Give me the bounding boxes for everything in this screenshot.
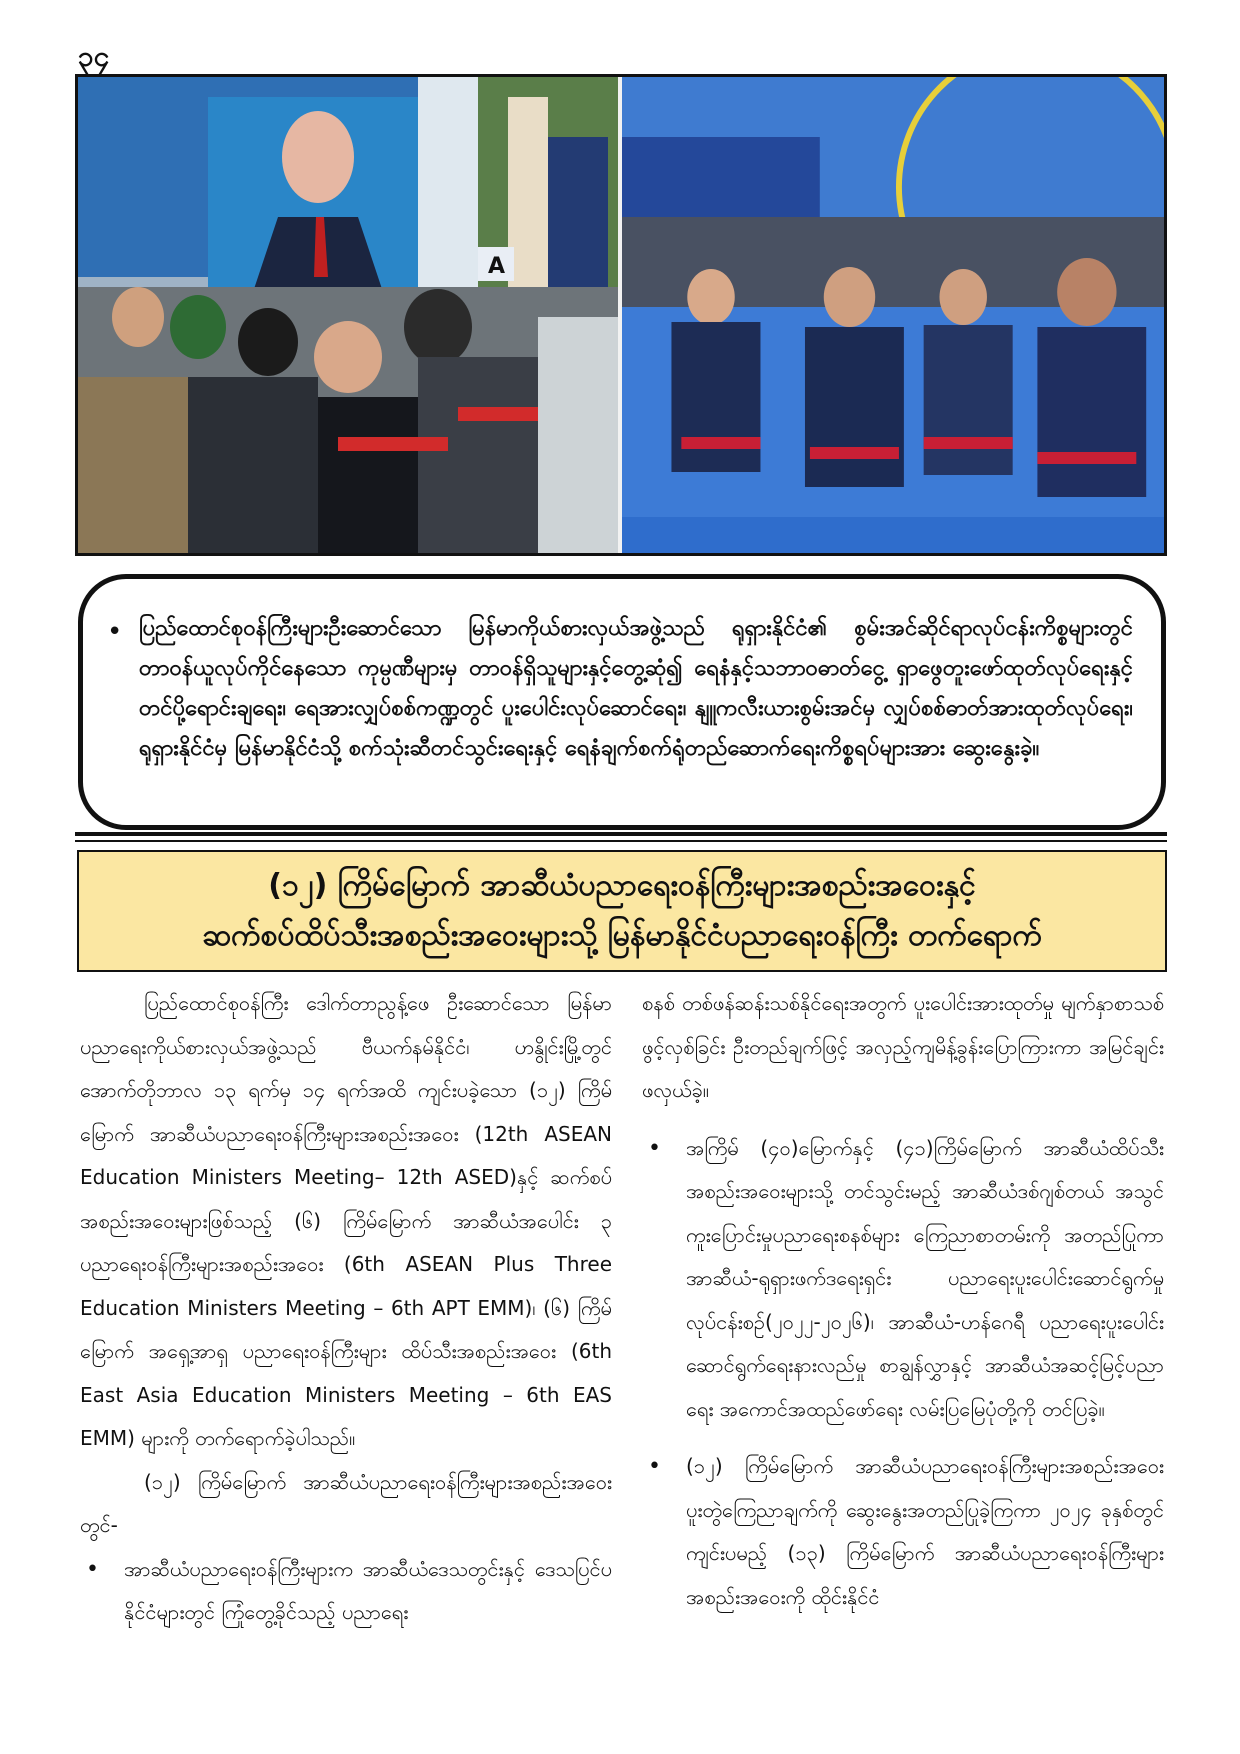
speech-screen-audience-photo <box>78 77 618 553</box>
headline-line-2: ဆက်စပ်ထိပ်သီးအစည်းအဝေးများသို့ မြန်မာနိုင်ငံပညာရေးဝန်ကြီး တက်ရောက် <box>202 918 1042 953</box>
bullet-text: အာဆီယံပညာရေးဝန်ကြီးများက အာဆီယံဒေသတွင်းနှင့် ဒေသပြင်ပနိုင်ငံများတွင် ကြုံတွေ့ခိုင်သည့် ပညာရေး <box>124 1556 612 1624</box>
body-paragraph: ပြည်ထောင်စုဝန်ကြီး ဒေါက်တာညွန့်ဖေ ဦးဆောင်သော မြန်မာပညာရေးကိုယ်စားလှယ်အဖွဲ့သည် ဗီယက်နမ်နိုင်ငံ၊ ဟနွိုင်းမြို့တွင် အောက်တိုဘာလ ၁၃ ရက်မှ ၁၄ ရက်အထိ ကျင်းပခဲ့သော (၁၂) ကြိမ်မြောက် အာဆီယံပညာရေးဝန်ကြီးများအစည်းအဝေး (12th ASEAN Education Ministers Meeting– 12th ASED)နှင့် ဆက်စပ်အစည်းအဝေးများဖြစ်သည့် (၆) ကြိမ်မြောက် အာဆီယံအပေါင်း ၃ ပညာရေးဝန်ကြီးများအစည်းအဝေး (6th ASEAN Plus Three Education Ministers Meeting – 6th APT EMM)၊ (၆) ကြိမ်မြောက် အရှေ့အာရှ ပညာရေးဝန်ကြီးများ ထိပ်သီးအစည်းအဝေး (6th East Asia Education Ministers Meeting – 6th EAS EMM) များကို တက်ရောက်ခဲ့ပါသည်။ <box>80 991 612 1450</box>
caption-bullet: • <box>107 617 123 647</box>
bullet-text: အကြိမ် (၄၀)မြောက်နှင့် (၄၁)ကြိမ်မြောက် အာဆီယံထိပ်သီးအစည်းအဝေးများသို့ တင်သွင်းမည့် အာဆီယံဒစ်ဂျစ်တယ် အသွင်ကူးပြောင်းမှုပညာရေးစနစ်များ ကြေညာစာတမ်းကို အတည်ပြုကာ အာဆီယံ-ရုရှားဖက်ဒရေးရှင်း ပညာရေးပူးပေါင်းဆောင်ရွက်မှုလုပ်ငန်းစဉ်(၂၀၂၂-၂၀၂၆)၊ အာဆီယံ-ဟန်ဂေရီ ပညာရေးပူးပေါင်းဆောင်ရွက်ရေးနားလည်မှု စာချွန်လွှာနှင့် အာဆီယံအဆင့်မြင့်ပညာရေး အကောင်အထည်ဖော်ရေး လမ်းပြမြေပုံတို့ကို တင်ပြခဲ့။ <box>686 1135 1164 1421</box>
bullet-dot: • <box>86 1556 99 1582</box>
body-bullet-item <box>642 1127 1164 1432</box>
divider-rule-bottom <box>75 840 1167 842</box>
headline-box <box>77 850 1167 972</box>
page-number: ၃၄ <box>78 40 110 73</box>
delegation-seated-photo <box>622 77 1164 553</box>
conference-photo-right <box>622 77 1164 553</box>
body-paragraph: (၁၂) ကြိမ်မြောက် အာဆီယံပညာရေးဝန်ကြီးများအစည်းအဝေးတွင်- <box>80 1469 612 1537</box>
body-paragraph: စနစ် တစ်ဖန်ဆန်းသစ်နိုင်ရေးအတွက် ပူးပေါင်းအားထုတ်မှု မျက်နှာစာသစ်ဖွင့်လှစ်ခြင်း ဦးတည်ချက်ဖြင့် အလှည့်ကျမိန့်ခွန်းပြောကြားကာ အမြင်ချင်းဖလှယ်ခဲ့။ <box>642 991 1164 1102</box>
conference-photo-left <box>78 77 622 553</box>
headline-line-1: (၁၂) ကြိမ်မြောက် အာဆီယံပညာရေးဝန်ကြီးများအစည်းအဝေးနှင့် <box>268 868 976 903</box>
sector-sign-text: A <box>488 254 506 279</box>
caption-box <box>78 574 1166 830</box>
caption-text: ပြည်ထောင်စုဝန်ကြီးများဦးဆောင်သော မြန်မာကိုယ်စားလှယ်အဖွဲ့သည် ရုရှားနိုင်ငံ၏ စွမ်းအင်ဆိုင်ရာလုပ်ငန်းကိစ္စများတွင် တာဝန်ယူလုပ်ကိုင်နေသော ကုမ္ပဏီများမှ တာဝန်ရှိသူများနှင့်တွေ့ဆုံ၍ ရေနံနှင့်သဘာဝဓာတ်ငွေ့ ရှာဖွေတူးဖော်ထုတ်လုပ်ရေးနှင့် တင်ပို့ရောင်းချရေး၊ ရေအားလျှပ်စစ်ကဏ္ဍတွင် ပူးပေါင်းလုပ်ဆောင်ရေး၊ နျူကလီးယားစွမ်းအင်မှ လျှပ်စစ်ဓာတ်အားထုတ်လုပ်ရေး၊ ရုရှားနိုင်ငံမှ မြန်မာနိုင်ငံသို့ စက်သုံးဆီတင်သွင်းရေးနှင့် ရေနံချက်စက်ရုံတည်ဆောက်ရေးကိစ္စရပ်များအား ဆွေးနွေးခဲ့။ <box>139 616 1133 761</box>
photo-strip <box>75 74 1167 556</box>
body-bullet-item <box>80 1548 612 1635</box>
bullet-text: (၁၂) ကြိမ်မြောက် အာဆီယံပညာရေးဝန်ကြီးများအစည်းအဝေး ပူးတွဲကြေညာချက်ကို ဆွေးနွေးအတည်ပြုခဲ့ကြကာ ၂၀၂၄ ခုနှစ်တွင် ကျင်းပမည့် (၁၃) ကြိမ်မြောက် အာဆီယံပညာရေးဝန်ကြီးများ အစည်းအဝေးကို ထိုင်းနိုင်ငံ <box>686 1454 1164 1609</box>
bullet-dot: • <box>648 1135 661 1161</box>
body-bullet-item <box>642 1445 1164 1619</box>
bullet-dot: • <box>648 1454 661 1479</box>
body-column-right <box>642 982 1164 1619</box>
body-column-left <box>80 982 612 1635</box>
divider-rule-top <box>75 832 1167 836</box>
